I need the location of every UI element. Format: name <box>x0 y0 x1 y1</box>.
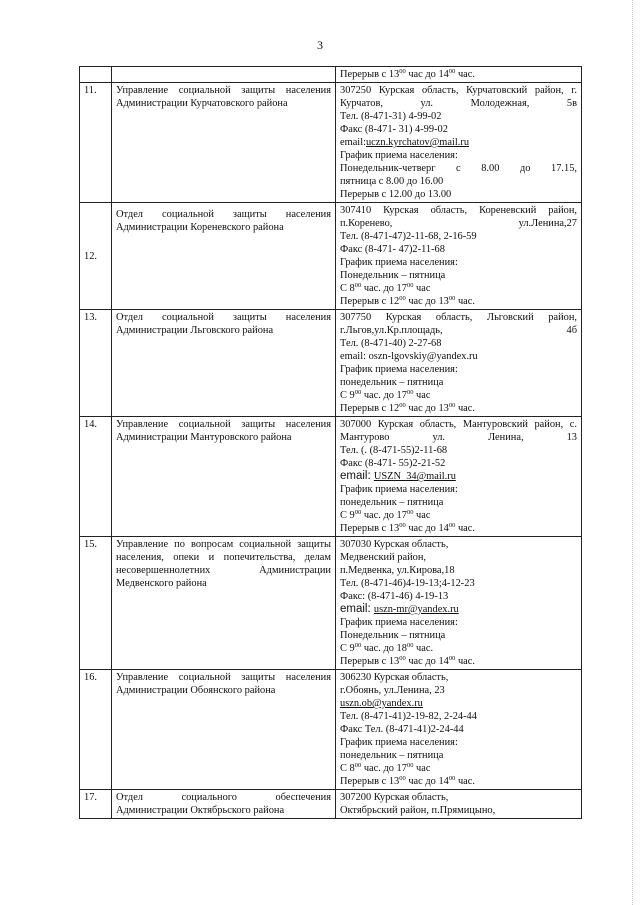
page-number: 3 <box>317 38 323 52</box>
email-link[interactable]: uszn.ob@yandex.ru <box>340 698 423 709</box>
office-hours: С $8^{00}$ час. до $17^{00}$ час <box>340 282 431 294</box>
break-time: Перерыв с $12^{00}$ час до $13^{00}$ час. <box>340 402 475 414</box>
email-link[interactable]: uczn.kyrchatov@mail.ru <box>365 137 470 148</box>
address-line: Октябрьский район, п.Прямицыно, <box>340 805 496 816</box>
row-number: 11. <box>80 83 112 203</box>
email-line: email:uczn.kyrchatov@mail.ru <box>340 137 470 148</box>
table-row <box>80 790 582 819</box>
address-line: 307030 Курская область, <box>340 539 449 550</box>
table-row <box>80 537 582 670</box>
scan-edge-mark <box>631 0 633 905</box>
cell-name <box>112 67 336 83</box>
row-number: 16. <box>80 670 112 790</box>
contacts-table <box>79 66 582 819</box>
address: 307410 Курская область, Кореневский район, п.Коренево, ул.Ленина,27 <box>340 205 577 229</box>
schedule-days: понедельник – пятница <box>340 497 444 508</box>
organization-name: Отдел социальной защиты населения Администрации Кореневского района <box>112 203 336 310</box>
address-line: 307200 Курская область, <box>340 792 449 803</box>
schedule-title: График приема населения: <box>340 617 458 628</box>
row-number: 15. <box>80 537 112 670</box>
office-hours: С $9^{00}$ час. до $18^{00}$ час. <box>340 642 434 654</box>
schedule-days: понедельник – пятница <box>340 750 444 761</box>
office-hours: С $9^{00}$ час. до $17^{00}$ час <box>340 509 431 521</box>
table-row-continuation <box>80 67 582 83</box>
schedule-title: График приема населения: <box>340 257 458 268</box>
break-time: Перерыв с 12.00 до 13.00 <box>340 189 452 200</box>
schedule-title: График приема населения: <box>340 737 458 748</box>
email-line: email: USZN_34@mail.ru <box>340 470 456 482</box>
table-row <box>80 203 582 310</box>
row-number: 13. <box>80 310 112 417</box>
email-link[interactable]: oszn-lgovskiy@yandex.ru <box>368 351 478 362</box>
address-line: 306230 Курская область, <box>340 672 449 683</box>
organization-name: Управление социальной защиты населения Администрации Обоянского района <box>112 670 336 790</box>
break-time: Перерыв с $13^{00}$ час до $14^{00}$ час. <box>340 68 475 80</box>
fax: Факс (8-471- 31) 4-99-02 <box>340 124 448 135</box>
schedule-friday: пятница с 8.00 до 16.00 <box>340 176 444 187</box>
break-time: Перерыв с $12^{00}$ час до $13^{00}$ час. <box>340 295 475 307</box>
table-row <box>80 417 582 537</box>
row-number: 17. <box>80 790 112 819</box>
organization-name: Отдел социальной защиты населения Администрации Льговского района <box>112 310 336 417</box>
cell-contacts <box>336 537 582 670</box>
organization-name: Отдел социального обеспечения Администрации Октябрьского района <box>112 790 336 819</box>
phone: Тел. (8-471-46)4-19-13;4-12-23 <box>340 578 475 589</box>
row-number: 14. <box>80 417 112 537</box>
schedule-title: График приема населения: <box>340 150 458 161</box>
row-number: 12. <box>80 203 112 310</box>
cell-contacts <box>336 670 582 790</box>
phone: Тел. (8-471-31) 4-99-02 <box>340 111 442 122</box>
address-line: п.Медвенка, ул.Кирова,18 <box>340 565 455 576</box>
cell-contacts <box>336 83 582 203</box>
table-row <box>80 670 582 790</box>
break-time: Перерыв с $13^{00}$ час до $14^{00}$ час. <box>340 655 475 667</box>
organization-name: Управление социальной защиты населения Администрации Курчатовского района <box>112 83 336 203</box>
table-row <box>80 310 582 417</box>
schedule-title: График приема населения: <box>340 364 458 375</box>
phone: Тел. (8-471-47)2-11-68, 2-16-59 <box>340 231 477 242</box>
cell-contacts <box>336 67 582 83</box>
break-time: Перерыв с $13^{00}$ час до $14^{00}$ час. <box>340 522 475 534</box>
schedule-days: Понедельник – пятница <box>340 630 446 641</box>
schedule-days: Понедельник – пятница <box>340 270 446 281</box>
fax: Факс (8-471- 55)2-21-52 <box>340 458 446 469</box>
cell-contacts <box>336 203 582 310</box>
email-line: email: uszn-mr@yandex.ru <box>340 603 459 615</box>
address: 307000 Курская область, Мантуровский район, с. Мантурово ул. Ленина, 13 <box>340 419 577 443</box>
schedule-title: График приема населения: <box>340 484 458 495</box>
organization-name: Управление социальной защиты населения Администрации Мантуровского района <box>112 417 336 537</box>
office-hours: С $8^{00}$ час. до $17^{00}$ час <box>340 762 431 774</box>
email-line: email: oszn-lgovskiy@yandex.ru <box>340 351 478 362</box>
address-line: Медвенский район, <box>340 552 426 563</box>
schedule-days: Понедельник-четверг с 8.00 до 17.15, <box>340 163 577 174</box>
phone: Тел. (8-471-40) 2-27-68 <box>340 338 442 349</box>
address: 307750 Курская область, Льговский район, г.Льгов,ул.Кр.площадь, 4б <box>340 312 577 336</box>
address: 307250 Курская область, Курчатовский район, г. Курчатов, ул. Молодежная, 5в <box>340 85 577 109</box>
fax: Факс: (8-471-46) 4-19-13 <box>340 591 449 602</box>
cell-contacts <box>336 790 582 819</box>
email-link[interactable]: USZN_34@mail.ru <box>373 471 456 482</box>
cell-contacts <box>336 310 582 417</box>
table-row <box>80 83 582 203</box>
address-line: г.Обоянь, ул.Ленина, 23 <box>340 685 445 696</box>
phone: Тел. (. (8-471-55)2-11-68 <box>340 445 448 456</box>
fax: Факс (8-471- 47)2-11-68 <box>340 244 445 255</box>
cell-contacts <box>336 417 582 537</box>
phone: Тел. (8-471-41)2-19-82, 2-24-44 <box>340 711 477 722</box>
email-link[interactable]: uszn-mr@yandex.ru <box>373 604 459 615</box>
fax: Факс Тел. (8-471-41)2-24-44 <box>340 724 464 735</box>
schedule-days: понедельник – пятница <box>340 377 444 388</box>
organization-name: Управление по вопросам социальной защиты населения, опеки и попечительства, делам несовершеннолетних Администрации Медвенского района <box>112 537 336 670</box>
office-hours: С $9^{00}$ час. до $17^{00}$ час <box>340 389 431 401</box>
break-time: Перерыв с $13^{00}$ час до $14^{00}$ час. <box>340 775 475 787</box>
cell-number <box>80 67 112 83</box>
